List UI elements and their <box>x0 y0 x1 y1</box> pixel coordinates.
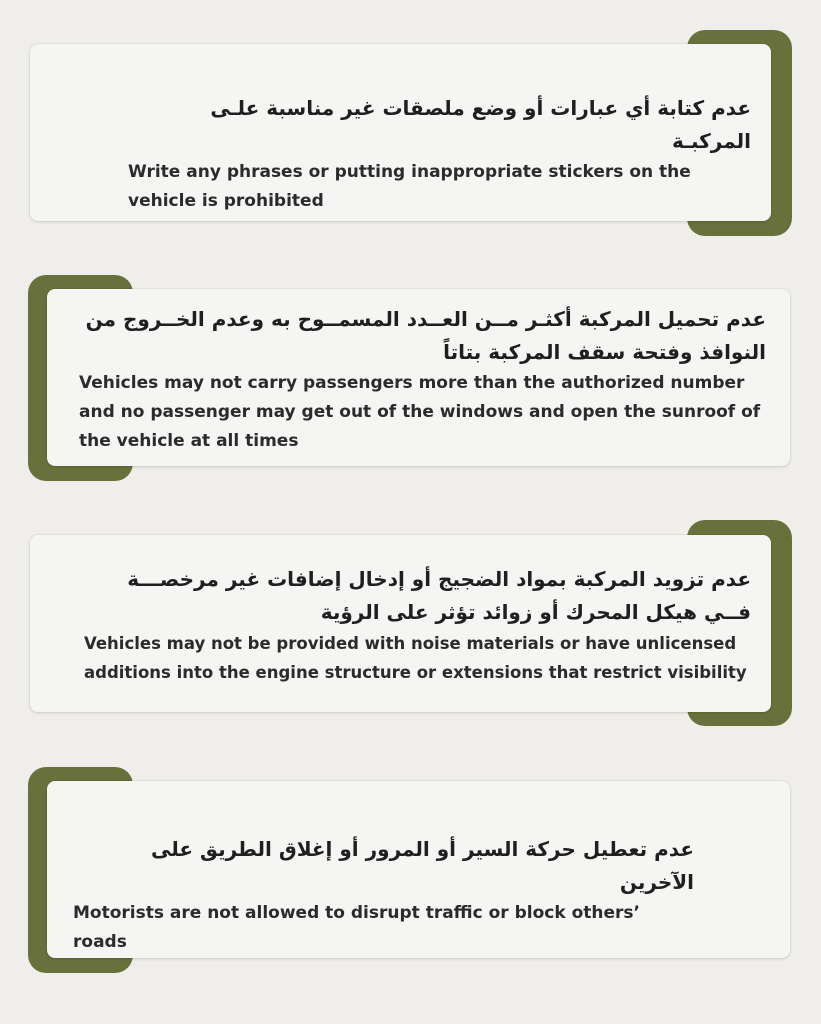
rule-arabic-text: عدم تعطيل حركة السير أو المرور أو إغلاق الطريق على الآخرين <box>151 837 694 894</box>
rule-english-text: Vehicles may not carry passengers more than the authorized number and no passenger may get out of the windows and open the sunroof of the vehicle at all times <box>79 373 761 451</box>
rule-arabic-text: عدم تزويد المركبة بمواد الضجيج أو إدخال إضافات غير مرخصـــة فــي هيكل المحرك أو زوائد تؤثر على الرؤية <box>127 567 751 624</box>
rule-arabic-text: عدم تحميل المركبة أكثـر مــن العــدد المسمــوح به وعدم الخــروج من النوافذ وفتحة سقف المركبة بتاتاً <box>85 307 766 364</box>
rule-english-text: Motorists are not allowed to disrupt traffic or block others’ roads <box>73 903 640 952</box>
rule-card <box>30 535 771 712</box>
rule-card <box>47 289 790 466</box>
rule-english-text: Vehicles may not be provided with noise materials or have unlicensed additions into the engine structure or extensions that restrict visibility <box>84 634 747 682</box>
rule-card <box>47 781 790 958</box>
rule-card <box>30 44 771 221</box>
rule-arabic-text: عدم كتابة أي عبارات أو وضع ملصقات غير مناسبة علـى المركبـة <box>210 96 751 153</box>
rule-english-text: Write any phrases or putting inappropriate stickers on the vehicle is prohibited <box>128 162 691 211</box>
